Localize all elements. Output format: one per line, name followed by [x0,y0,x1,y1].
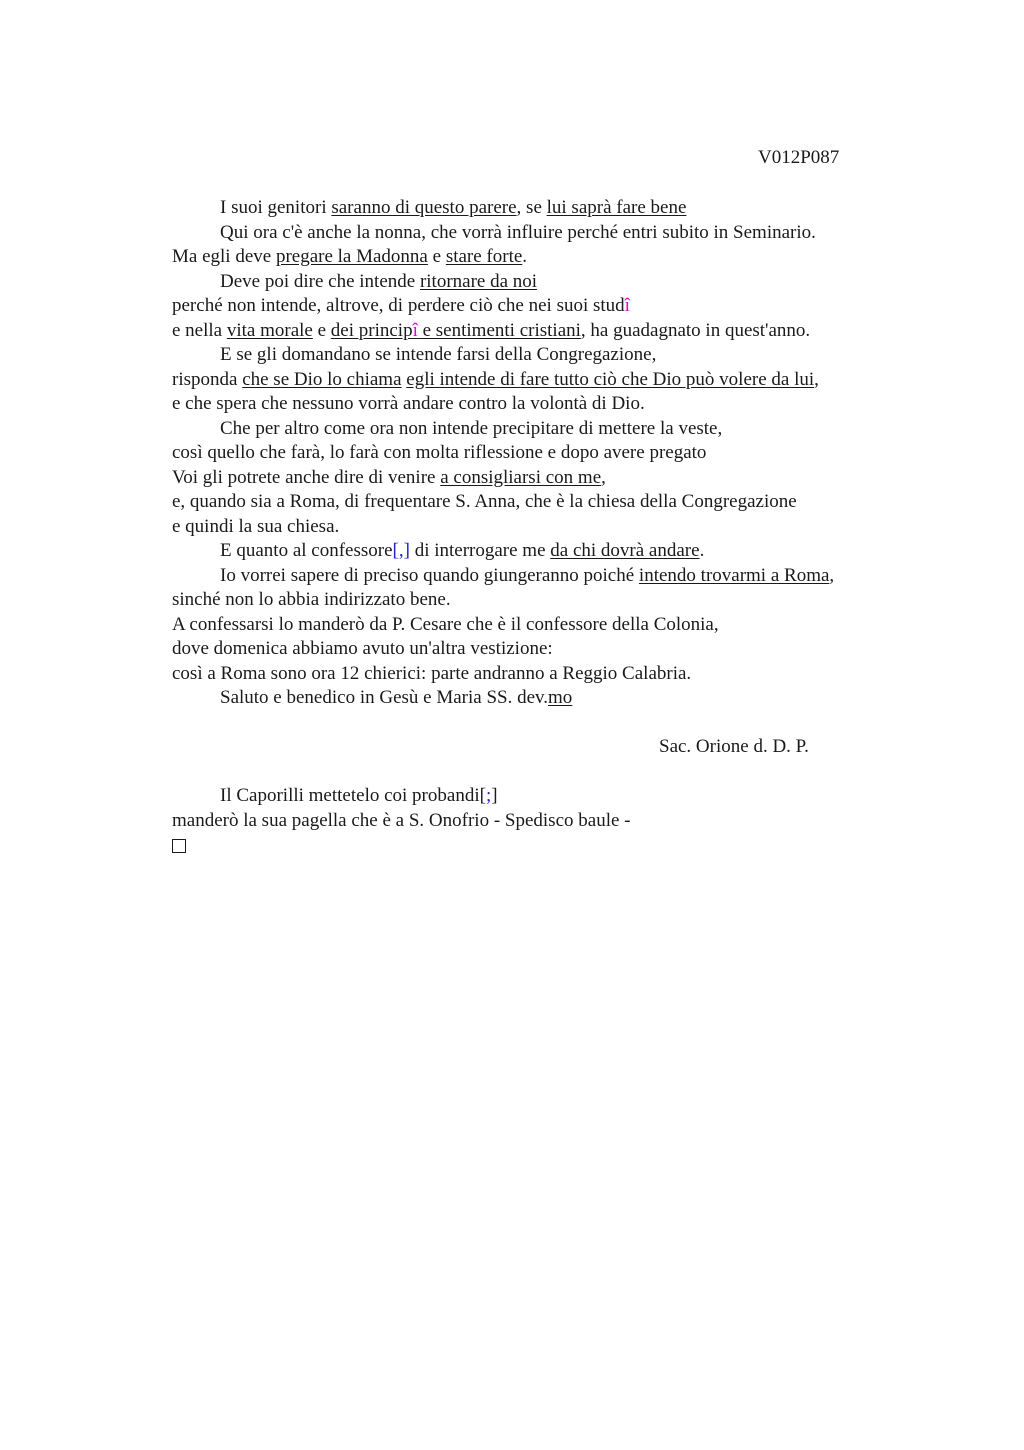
text-line [172,245,912,270]
underlined-text: vita morale [226,319,313,341]
underlined-text: saranno di questo parere [331,197,517,218]
end-square-icon [172,839,186,853]
text-span: ] [491,785,498,806]
text-line [172,196,912,221]
letter-body [172,196,912,861]
underlined-text [331,320,581,341]
text-span: Il Caporilli mettetelo coi probandi [220,785,480,806]
text-span: E quanto al confessore [220,540,393,561]
underlined-text: che se Dio lo chiama [242,368,402,390]
editorial-mark: [,] [392,540,410,561]
text-line [172,368,912,393]
text-line [172,539,912,564]
postscript-line: manderò la sua pagella che è a S. Onofrio - Spedisco baule - [172,809,631,831]
signature: Sac. Orione d. D. P. [659,736,809,757]
text-span: risponda [172,368,243,390]
text-line: e, quando sia a Roma, di frequentare S. Anna, che è la chiesa della Congregazione [172,491,797,512]
text-line: così quello che farà, lo farà con molta riflessione e dopo avere pregato [172,442,707,463]
text-line [172,564,912,589]
text-line: e che spera che nessuno vorrà andare contro la volontà di Dio. [172,393,645,414]
text-line: A confessarsi lo manderò da P. Cesare che è il confessore della Colonia, [172,613,719,635]
text-line: sinché non lo abbia indirizzato bene. [172,589,451,610]
text-span: , [601,466,606,488]
underlined-text: mo [548,687,573,708]
text-line: Che per altro come ora non intende precipitare di mettere la veste, [220,417,723,439]
text-line [172,466,912,491]
text-line: Qui ora c'è anche la nonna, che vorrà influire perché entri subito in Seminario. [220,221,816,243]
text-span: e [427,246,446,267]
text-line: dove domenica abbiamo avuto un'altra vestizione: [172,638,553,659]
text-span: , [829,564,835,586]
underlined-text: ritornare da noi [419,270,538,292]
text-line [172,294,912,319]
text-span: dei princip [330,319,413,341]
text-span: , se [516,197,547,218]
text-span: Voi gli potrete anche dire di venire [172,466,441,488]
text-span: , [814,368,819,390]
text-span: . [699,540,705,561]
text-line: e quindi la sua chiesa. [172,515,340,537]
text-line: E se gli domandano se intende farsi della Congregazione, [220,344,657,365]
underlined-text: da chi dovrà andare [550,540,700,561]
text-span: Saluto e benedico in Gesù e Maria SS. dev. [220,687,549,708]
editorial-mark: î [412,319,418,341]
text-span: Io vorrei sapere di preciso quando giungeranno poiché [220,564,639,586]
text-span: I suoi genitori [220,197,332,218]
text-span: . [522,246,528,267]
text-span: di interrogare me [409,540,551,561]
text-line [172,319,912,344]
page-identifier: V012P087 [758,147,840,168]
text-span: [ [479,785,486,806]
text-line [172,686,912,711]
underlined-text: a consigliarsi con me [440,466,602,488]
text-span: e [312,319,331,341]
text-span: e sentimenti cristiani [417,319,581,341]
text-span: perché non intende, altrove, di perdere ciò che nei suoi stud [172,295,625,316]
text-span: Ma egli deve [172,246,276,267]
underlined-text: lui saprà fare bene [546,197,687,218]
underlined-text: stare forte [445,246,523,267]
underlined-text: intendo trovarmi a Roma [638,564,830,586]
text-line [172,270,912,295]
underlined-text: egli intende di fare tutto ciò che Dio può volere da lui [406,368,815,390]
text-span: e nella [172,319,227,341]
text-line: così a Roma sono ora 12 chierici: parte andranno a Reggio Calabria. [172,662,692,684]
text-span: , ha guadagnato in quest'anno. [580,319,811,341]
editorial-mark: î [624,295,630,316]
postscript-line [172,784,912,809]
editorial-mark: ; [485,785,492,806]
text-span: Deve poi dire che intende [220,270,420,292]
underlined-text: pregare la Madonna [275,246,428,267]
